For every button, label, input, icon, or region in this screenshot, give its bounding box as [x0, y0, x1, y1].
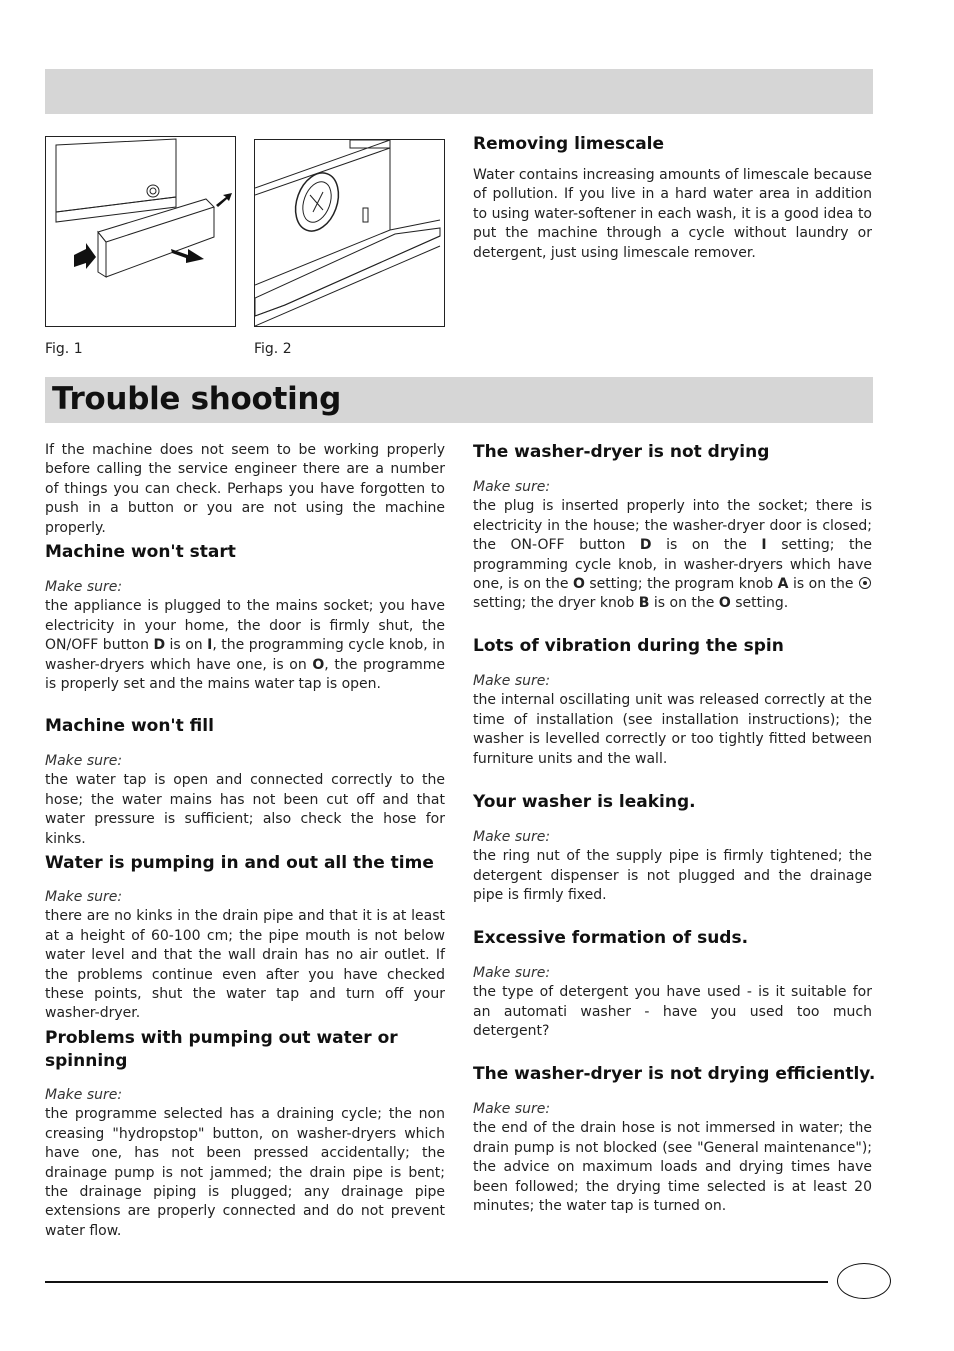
drying-efficiency-heading: The washer-dryer is not drying efficiently. [473, 1064, 876, 1084]
vibration-heading: Lots of vibration during the spin [473, 636, 784, 656]
footer-rule [45, 1281, 828, 1283]
pumping-out-heading: Problems with pumping out water or spinning [45, 1028, 398, 1071]
machine-wont-start-section [45, 578, 445, 694]
drying-efficiency-body: the end of the drain hose is not immersed in water; the drain pump is not blocked (see "General maintenance"); the advice on maximum loads and drying times have been followed; the drying time selected is at least 20 minutes; the water tap is turned on. [473, 1120, 872, 1215]
not-drying-body: the plug is inserted properly into the socket; there is electricity in the house; the washer-dryer door is closed; the ON-OFF button D is on the I setting; the programming cycle knob, in washer-dryers which have one, is on the O setting; the program knob A is on the setting; the dryer knob B is on the O setting. [473, 498, 873, 612]
make-sure-label: Make sure: [473, 829, 551, 845]
machine-wont-fill-section [45, 752, 445, 849]
pumping-out-body: the programme selected has a draining cycle; the non creasing "hydropstop" button, on washer-dryers which have one, has not been pressed accidentally; the drainage pump is not jammed; the drain pipe is bent; the drainage piping is plugged; any drainage pipe extensions are properly connected and do not prevent water flow. [45, 1106, 445, 1239]
make-sure-label: Make sure: [45, 579, 123, 595]
header-band [45, 69, 873, 114]
dryer-setting-icon [859, 577, 871, 589]
limescale-heading: Removing limescale [473, 134, 665, 154]
water-pumping-body: there are no kinks in the drain pipe and that it is at least at a height of 60-100 cm; the pipe mouth is not below water level and that the wall drain has no air outlet. If the problems continue even after you have checked these points, shut the water tap and turn off your washer-dryer. [45, 908, 445, 1022]
page-title: Trouble shooting [52, 381, 342, 417]
not-drying-heading: The washer-dryer is not drying [473, 442, 770, 462]
suds-heading: Excessive formation of suds. [473, 928, 749, 948]
drying-efficiency-section [473, 1100, 872, 1216]
machine-wont-fill-body: the water tap is open and connected correctly to the hose; the water mains has not been cut off and that water pressure is sufficient; also check the hose for kinks. [45, 772, 445, 847]
suds-body: the type of detergent you have used - is it suitable for an automati washer - have you used too much detergent? [473, 984, 872, 1040]
water-pumping-heading: Water is pumping in and out all the time [45, 853, 434, 873]
figure-2-illustration [254, 139, 445, 327]
leaking-body: the ring nut of the supply pipe is firmly tightened; the detergent dispenser is not plugged and the drainage pipe is firmly fixed. [473, 848, 872, 904]
limescale-body [473, 166, 872, 263]
leaking-heading: Your washer is leaking. [473, 792, 696, 812]
figure-2-caption: Fig. 2 [254, 341, 292, 357]
make-sure-label: Make sure: [45, 753, 123, 769]
figure-1-illustration [45, 136, 236, 327]
page-number-oval [837, 1263, 891, 1299]
title-band [45, 377, 873, 423]
make-sure-label: Make sure: [473, 673, 551, 689]
machine-wont-start-heading: Machine won't start [45, 542, 236, 562]
not-drying-section [473, 478, 872, 614]
leaking-section [473, 828, 872, 906]
vibration-section [473, 672, 872, 769]
suds-section [473, 964, 872, 1042]
machine-wont-fill-heading: Machine won't fill [45, 716, 214, 736]
make-sure-label: Make sure: [45, 1087, 123, 1103]
water-pumping-section [45, 888, 445, 1024]
limescale-paragraph: Water contains increasing amounts of limescale because of pollution. If you live in a hard water area in addition to using water-softener in each wash, it is a good idea to put the machine through a cycle without laundry or detergent, just using limescale remover. [473, 167, 872, 261]
machine-wont-start-body: the appliance is plugged to the mains socket; you have electricity in your home, the door is firmly shut, the ON/OFF button D is on I, the programming cycle knob, in washer-dryers which have one, is on O, the programme is properly set and the mains water tap is open. [45, 598, 445, 693]
figure-1-caption: Fig. 1 [45, 341, 83, 357]
pumping-out-section [45, 1086, 445, 1241]
make-sure-label: Make sure: [45, 889, 123, 905]
intro-paragraph: If the machine does not seem to be working properly before calling the service engineer there are a number of things you can check. Perhaps you have forgotten to push in a button or you are not using the machine properly. [45, 442, 445, 536]
make-sure-label: Make sure: [473, 965, 551, 981]
intro [45, 441, 445, 538]
make-sure-label: Make sure: [473, 479, 551, 495]
vibration-body: the internal oscillating unit was released correctly at the time of installation (see installation instructions); the washer is levelled correctly or too tightly fitted between furniture units and the wall. [473, 692, 872, 767]
make-sure-label: Make sure: [473, 1101, 551, 1117]
